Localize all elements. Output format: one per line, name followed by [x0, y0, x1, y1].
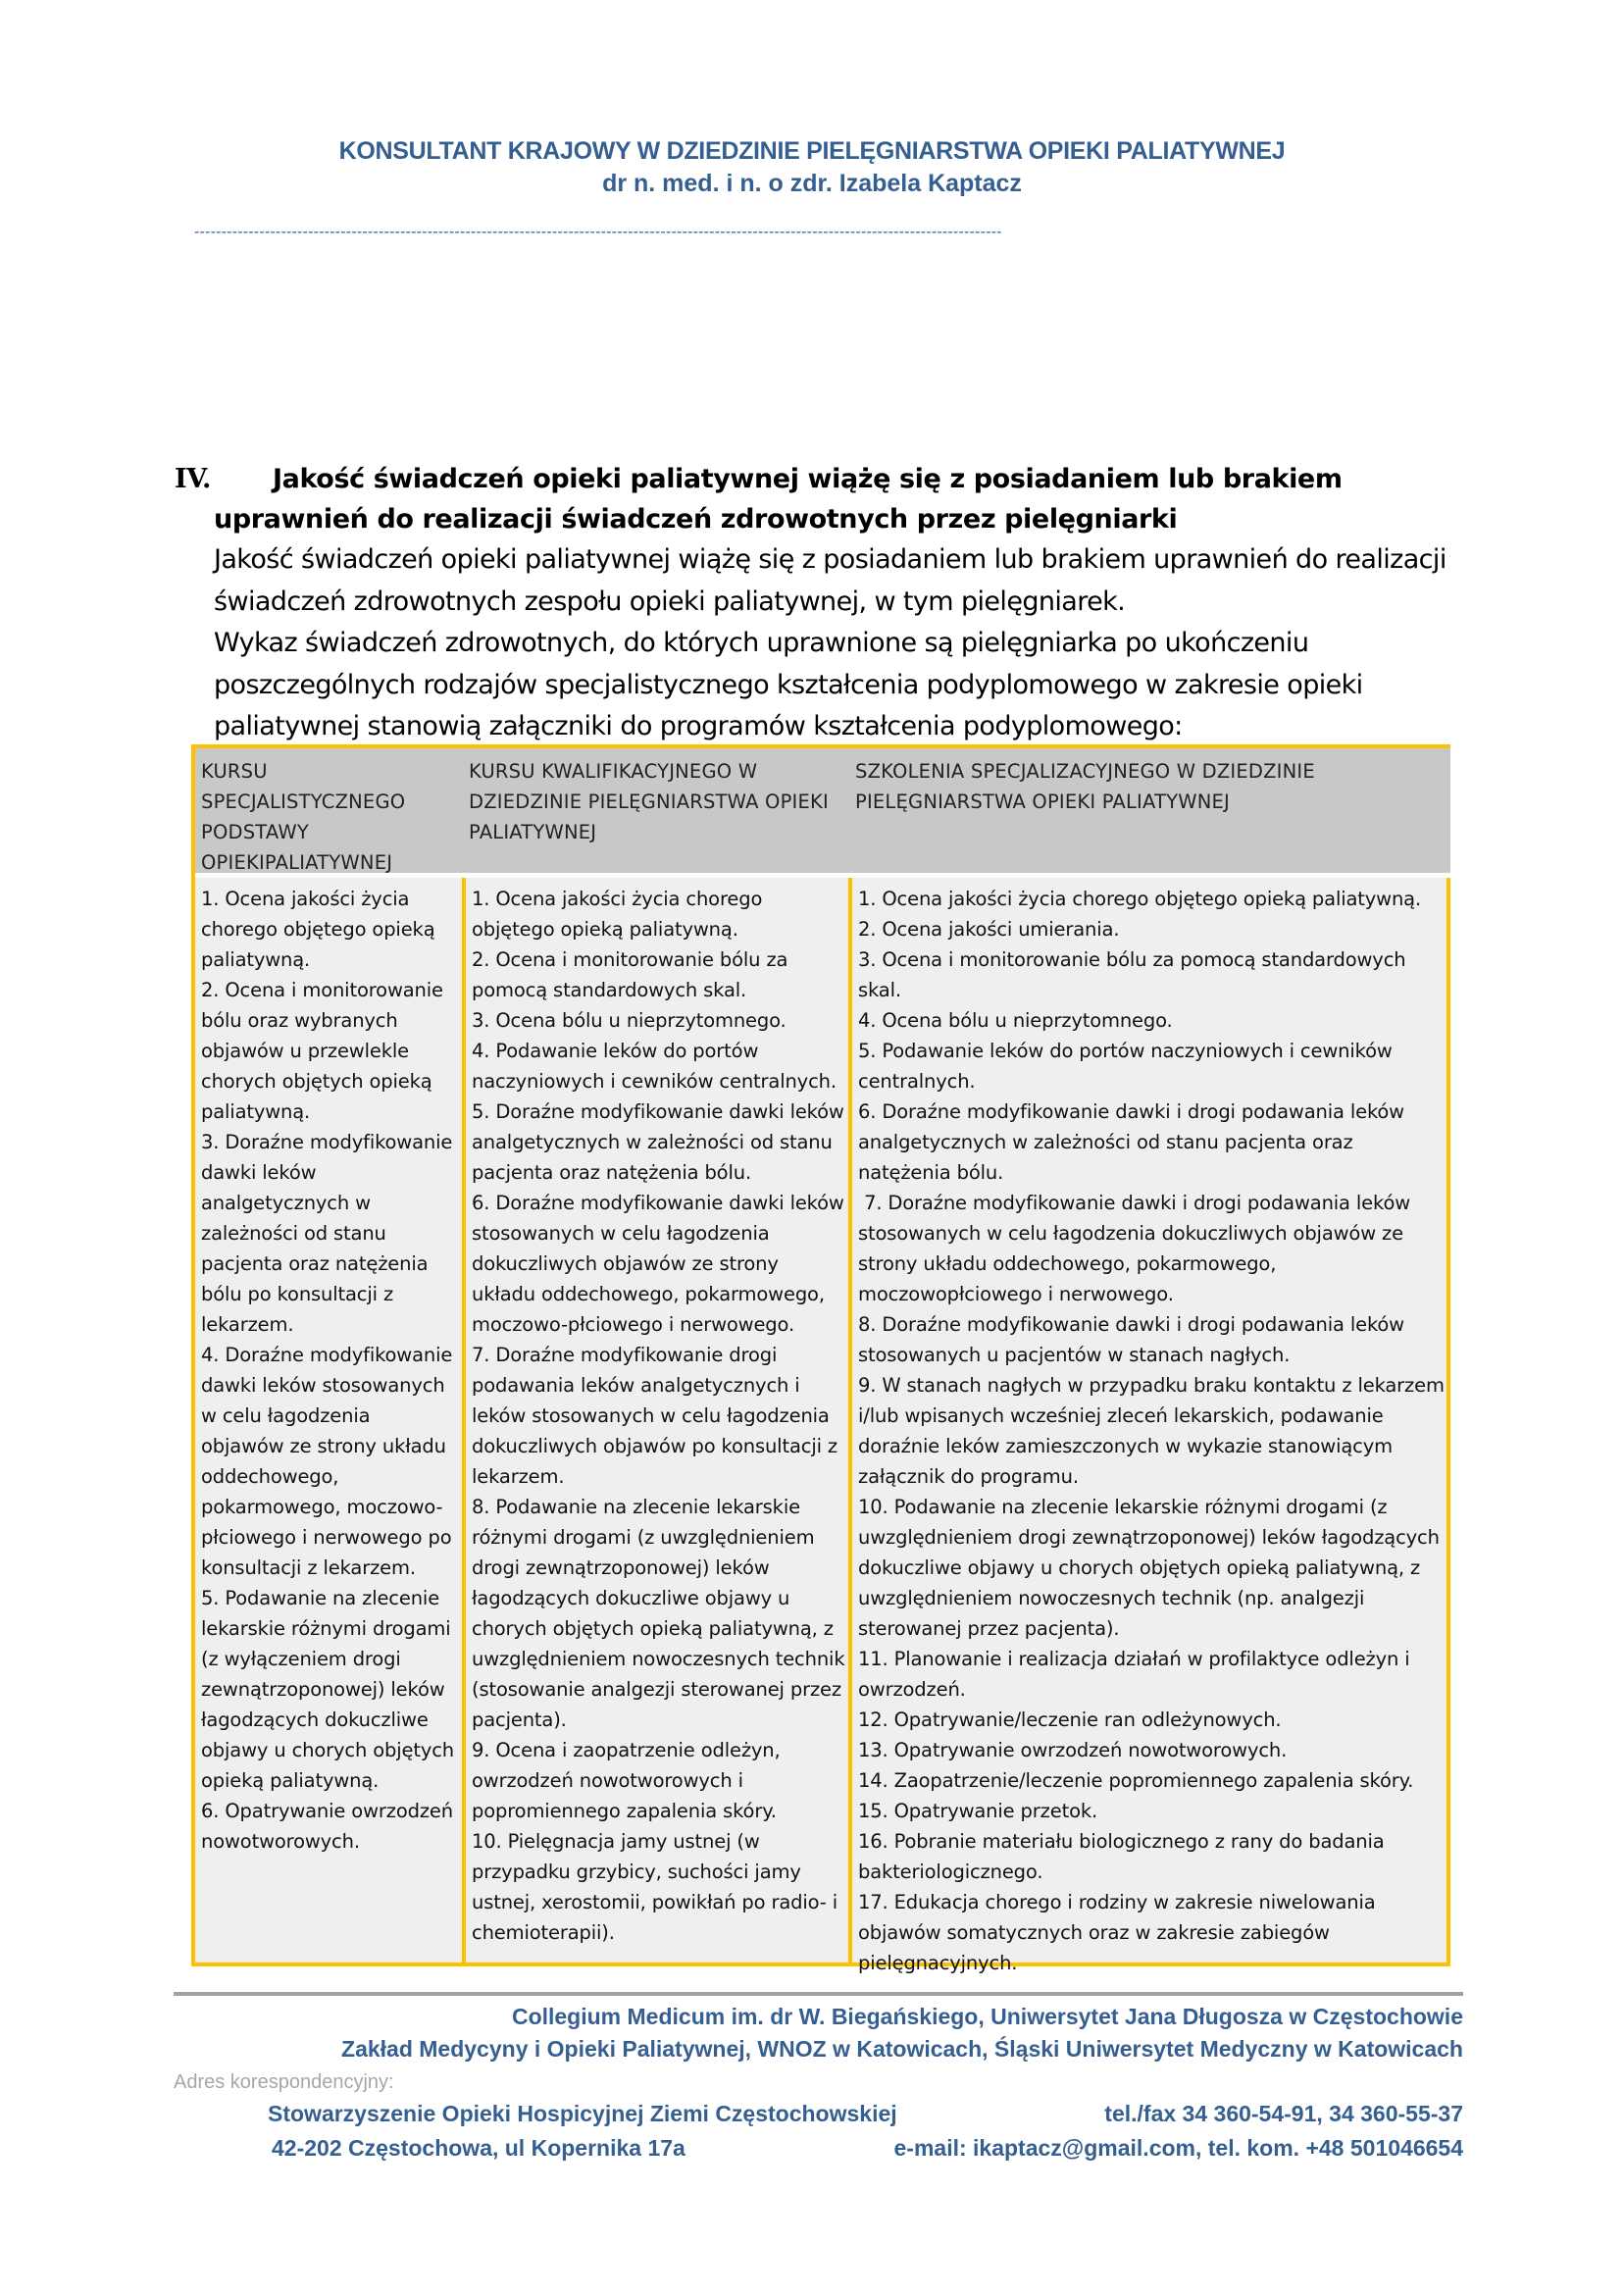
- email-phone[interactable]: e-mail: ikaptacz@gmail.com, tel. kom. +48 501046654: [893, 2135, 1463, 2161]
- list-item: 6. Doraźne modyfikowanie dawki i drogi podawania leków analgetycznych w zależności od stanu pacjenta oraz natężenia bólu.: [858, 1100, 1404, 1184]
- section-heading: [175, 459, 1449, 539]
- list-item: 12. Opatrywanie/leczenie ran odleżynowych.: [858, 1708, 1282, 1731]
- paragraph: Jakość świadczeń opieki paliatywnej wiążę się z posiadaniem lub brakiem uprawnień do realizacji świadczeń zdrowotnych zespołu opieki paliatywnej, w tym pielęgniarek.: [214, 544, 1446, 617]
- street-address: 42-202 Częstochowa, ul Kopernika 17a: [272, 2135, 685, 2161]
- header-subtitle: dr n. med. i n. o zdr. Izabela Kaptacz: [602, 170, 1022, 197]
- header-title: KONSULTANT KRAJOWY W DZIEDZINIE PIELĘGNIARSTWA OPIEKI PALIATYWNEJ: [338, 137, 1286, 165]
- section-iv: [175, 459, 1449, 748]
- list-item: 4. Podawanie leków do portów naczyniowych i cewników centralnych.: [472, 1040, 837, 1093]
- list-item: 2. Ocena i monitorowanie bólu za pomocą standardowych skal.: [472, 948, 788, 1001]
- list-item: 14. Zaopatrzenie/leczenie popromiennego zapalenia skóry.: [858, 1769, 1414, 1792]
- list-item: 5. Podawanie leków do portów naczyniowych i cewników centralnych.: [858, 1040, 1393, 1093]
- organization-name: Stowarzyszenie Opieki Hospicyjnej Ziemi Częstochowskiej: [268, 2101, 897, 2126]
- list-item: 10. Podawanie na zlecenie lekarskie różnymi drogami (z uwzględnieniem drogi zewnątrzoponowej) leków łagodzących dokuczliwe objawy u chorych objętych opieką paliatywną, z uwzględnieniem nowoczesnych technik (np. analgezji sterowanej przez pacjenta).: [858, 1496, 1440, 1640]
- list-item: 10. Pielęgnacja jamy ustnej (w przypadku grzybicy, suchości jamy ustnej, xerostomii, powikłań po radio- i chemioterapii).: [472, 1830, 837, 1944]
- address-label: Adres korespondencyjny:: [174, 2071, 394, 2093]
- page-header: [0, 135, 1624, 200]
- competencies-table: [191, 744, 1450, 1974]
- footer-institution-2: Zakład Medycyny i Opieki Paliatywnej, WNOZ w Katowicach, Śląski Uniwersytet Medyczny w Katowicach: [341, 2036, 1463, 2062]
- column-qualification-course: [472, 884, 846, 1948]
- list-item: 3. Doraźne modyfikowanie dawki leków analgetycznych w zależności od stanu pacjenta oraz natężenia bólu po konsultacji z lekarzem.: [201, 1131, 453, 1336]
- header-separator: -----------------------------------------------------------------------------------------------------------------------------------------------------: [194, 226, 1002, 239]
- column-specialization: [858, 884, 1445, 1978]
- list-item: 13. Opatrywanie owrzodzeń nowotworowych.: [858, 1739, 1288, 1761]
- section-heading-line1: Jakość świadczeń opieki paliatywnej wiążę się z posiadaniem lub brakiem: [273, 464, 1343, 494]
- column-header-basic-course: KURSU SPECJALISTYCZNEGO PODSTAWY OPIEKIPALIATYWNEJ: [201, 760, 406, 874]
- contact-row-1: [174, 2097, 1463, 2131]
- list-item: 16. Pobranie materiału biologicznego z rany do badania bakteriologicznego.: [858, 1830, 1385, 1883]
- column-basic-course: [201, 884, 458, 1857]
- footer-institution-1: Collegium Medicum im. dr W. Biegańskiego, Uniwersytet Jana Długosza w Częstochowie: [511, 2004, 1463, 2029]
- column-divider: [848, 878, 852, 1963]
- list-item: 8. Doraźne modyfikowanie dawki i drogi podawania leków stosowanych u pacjentów w stanach nagłych.: [858, 1313, 1404, 1366]
- list-item: 7. Doraźne modyfikowanie drogi podawania leków analgetycznych i leków stosowanych w celu łagodzenia dokuczliwych objawów po konsultacji z lekarzem.: [472, 1344, 837, 1488]
- page-footer: [174, 2001, 1463, 2166]
- list-item: 1. Ocena jakości życia chorego objętego opieką paliatywną.: [472, 888, 763, 941]
- section-heading-line2: uprawnień do realizacji świadczeń zdrowotnych przez pielęgniarki: [214, 504, 1178, 535]
- section-number: IV.: [175, 464, 212, 494]
- list-item: 8. Podawanie na zlecenie lekarskie różnymi drogami (z uwzględnieniem drogi zewnątrzoponowej) leków łagodzących dokuczliwe objawy u chorych objętych opieką paliatywną, z uwzględnieniem nowoczesnych technik (stosowanie analgezji sterowanej przez pacjenta).: [472, 1496, 845, 1731]
- list-item: 3. Ocena bólu u nieprzytomnego.: [472, 1009, 787, 1032]
- list-item: 2. Ocena jakości umierania.: [858, 918, 1120, 941]
- column-header-qualification-course: KURSU KWALIFIKACYJNEGO W DZIEDZINIE PIELĘGNIARSTWA OPIEKI PALIATYWNEJ: [469, 760, 829, 843]
- list-item: 11. Planowanie i realizacja działań w profilaktyce odleżyn i owrzodzeń.: [858, 1648, 1410, 1701]
- list-item: 7. Doraźne modyfikowanie dawki i drogi podawania leków stosowanych w celu łagodzenia dokuczliwych objawów ze strony układu oddechowego, pokarmowego, moczowopłciowego i nerwowego.: [858, 1192, 1417, 1305]
- list-item: 9. W stanach nagłych w przypadku braku kontaktu z lekarzem i/lub wpisanych wcześniej zleceń lekarskich, podawanie doraźnie leków zamieszczonych w wykazie stanowiącym załącznik do programu.: [858, 1374, 1445, 1488]
- column-divider: [462, 878, 466, 1963]
- list-item: 15. Opatrywanie przetok.: [858, 1800, 1098, 1822]
- phone-fax: tel./fax 34 360-54-91, 34 360-55-37: [1104, 2101, 1463, 2126]
- list-item: 6. Opatrywanie owrzodzeń nowotworowych.: [201, 1800, 453, 1853]
- list-item: 17. Edukacja chorego i rodziny w zakresie niwelowania objawów somatycznych oraz w zakresie zabiegów pielęgnacyjnych.: [858, 1891, 1376, 1974]
- list-item: 1. Ocena jakości życia chorego objętego opieką paliatywną.: [858, 888, 1422, 910]
- column-header-specialization: SZKOLENIA SPECJALIZACYJNEGO W DZIEDZINIE PIELĘGNIARSTWA OPIEKI PALIATYWNEJ: [855, 760, 1315, 813]
- list-item: 9. Ocena i zaopatrzenie odleżyn, owrzodzeń nowotworowych i popromiennego zapalenia skóry.: [472, 1739, 781, 1822]
- list-item: 1. Ocena jakości życia chorego objętego opieką paliatywną.: [201, 888, 435, 971]
- contact-row-2: [174, 2131, 1463, 2166]
- footer-divider: [174, 1992, 1463, 1996]
- section-body: [175, 539, 1449, 748]
- list-item: 5. Doraźne modyfikowanie dawki leków analgetycznych w zależności od stanu pacjenta oraz natężenia bólu.: [472, 1100, 844, 1184]
- list-item: 4. Ocena bólu u nieprzytomnego.: [858, 1009, 1173, 1032]
- table-header-row: [195, 748, 1450, 878]
- list-item: 5. Podawanie na zlecenie lekarskie różnymi drogami (z wyłączeniem drogi zewnątrzoponowej) leków łagodzących dokuczliwe objawy u chorych objętych opieką paliatywną.: [201, 1587, 455, 1792]
- list-item: 4. Doraźne modyfikowanie dawki leków stosowanych w celu łagodzenia objawów ze strony układu oddechowego, pokarmowego, moczowo-płciowego i nerwowego po konsultacji z lekarzem.: [201, 1344, 453, 1579]
- paragraph: Wykaz świadczeń zdrowotnych, do których uprawnione są pielęgniarka po ukończeniu poszczególnych rodzajów specjalistycznego kształcenia podyplomowego w zakresie opieki paliatywnej stanowią załączniki do programów kształcenia podyplomowego:: [214, 628, 1363, 741]
- list-item: 2. Ocena i monitorowanie bólu oraz wybranych objawów u przewlekle chorych objętych opieką paliatywną.: [201, 979, 443, 1123]
- list-item: 6. Doraźne modyfikowanie dawki leków stosowanych w celu łagodzenia dokuczliwych objawów ze strony układu oddechowego, pokarmowego, moczowo-płciowego i nerwowego.: [472, 1192, 844, 1336]
- list-item: 3. Ocena i monitorowanie bólu za pomocą standardowych skal.: [858, 948, 1406, 1001]
